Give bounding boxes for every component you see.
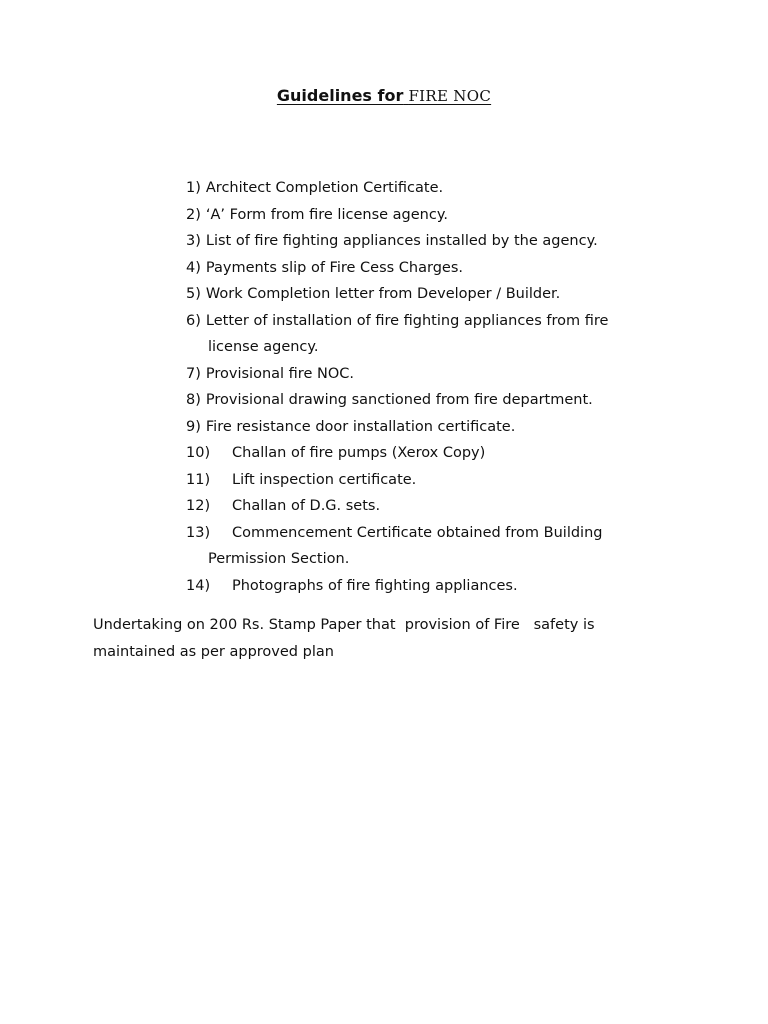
item-text: List of fire fighting appliances installed by the agency. xyxy=(205,233,598,249)
list-item-continuation xyxy=(186,334,656,361)
item-number: 13) xyxy=(186,524,211,541)
list-item xyxy=(186,520,656,547)
item-number: 11) xyxy=(186,471,211,488)
list-item xyxy=(186,387,656,414)
undertaking-paragraph xyxy=(93,612,653,665)
item-text: Letter of installation of fire fighting appliances from fire xyxy=(205,312,609,329)
list-item-continuation xyxy=(186,546,656,573)
list-item xyxy=(186,202,656,229)
item-text: Payments slip of Fire Cess Charges. xyxy=(205,259,463,276)
item-text: Provisional fire NOC. xyxy=(205,365,354,382)
item-text-continuation: Permission Section. xyxy=(208,551,350,567)
item-number: 12) xyxy=(186,498,211,514)
item-number: 9) xyxy=(186,418,201,435)
item-text: Fire resistance door installation certificate. xyxy=(205,418,516,435)
list-item xyxy=(186,361,656,388)
list-item xyxy=(186,467,656,494)
item-number: 7) xyxy=(186,365,201,382)
item-number: 5) xyxy=(186,286,201,302)
requirements-list xyxy=(186,175,656,599)
item-text: Lift inspection certificate. xyxy=(232,471,417,488)
item-text: Work Completion letter from Developer / Builder. xyxy=(205,286,561,302)
list-item xyxy=(186,175,656,202)
item-number: 3) xyxy=(186,233,201,249)
list-item xyxy=(186,493,656,520)
item-number: 2) xyxy=(186,206,201,223)
item-number: 10) xyxy=(186,445,211,461)
list-item xyxy=(186,414,656,441)
list-item xyxy=(186,440,656,467)
item-text: Provisional drawing sanctioned from fire department. xyxy=(205,392,593,408)
item-text: Challan of fire pumps (Xerox Copy) xyxy=(232,445,486,461)
item-number: 4) xyxy=(186,259,201,276)
title-rest-part: FIRE NOC xyxy=(408,87,492,105)
list-item xyxy=(186,255,656,282)
list-item xyxy=(186,281,656,308)
item-text: ‘A’ Form from fire license agency. xyxy=(205,206,448,223)
list-item xyxy=(186,308,656,335)
undertaking-line-2: maintained as per approved plan xyxy=(93,643,334,660)
item-text: Architect Completion Certificate. xyxy=(205,180,444,196)
item-number: 14) xyxy=(186,577,211,594)
page-title xyxy=(0,86,768,105)
title-bold-part: Guidelines for xyxy=(276,86,404,105)
list-item xyxy=(186,228,656,255)
item-number: 6) xyxy=(186,312,201,329)
undertaking-line-1: Undertaking on 200 Rs. Stamp Paper that provision of Fire safety is xyxy=(93,617,595,633)
item-text: Commencement Certificate obtained from Building xyxy=(232,524,603,541)
list-item xyxy=(186,573,656,600)
item-text-continuation: license agency. xyxy=(208,339,319,355)
item-number: 1) xyxy=(186,180,201,196)
item-number: 8) xyxy=(186,392,201,408)
item-text: Photographs of fire fighting appliances. xyxy=(232,577,518,594)
item-text: Challan of D.G. sets. xyxy=(232,498,381,514)
